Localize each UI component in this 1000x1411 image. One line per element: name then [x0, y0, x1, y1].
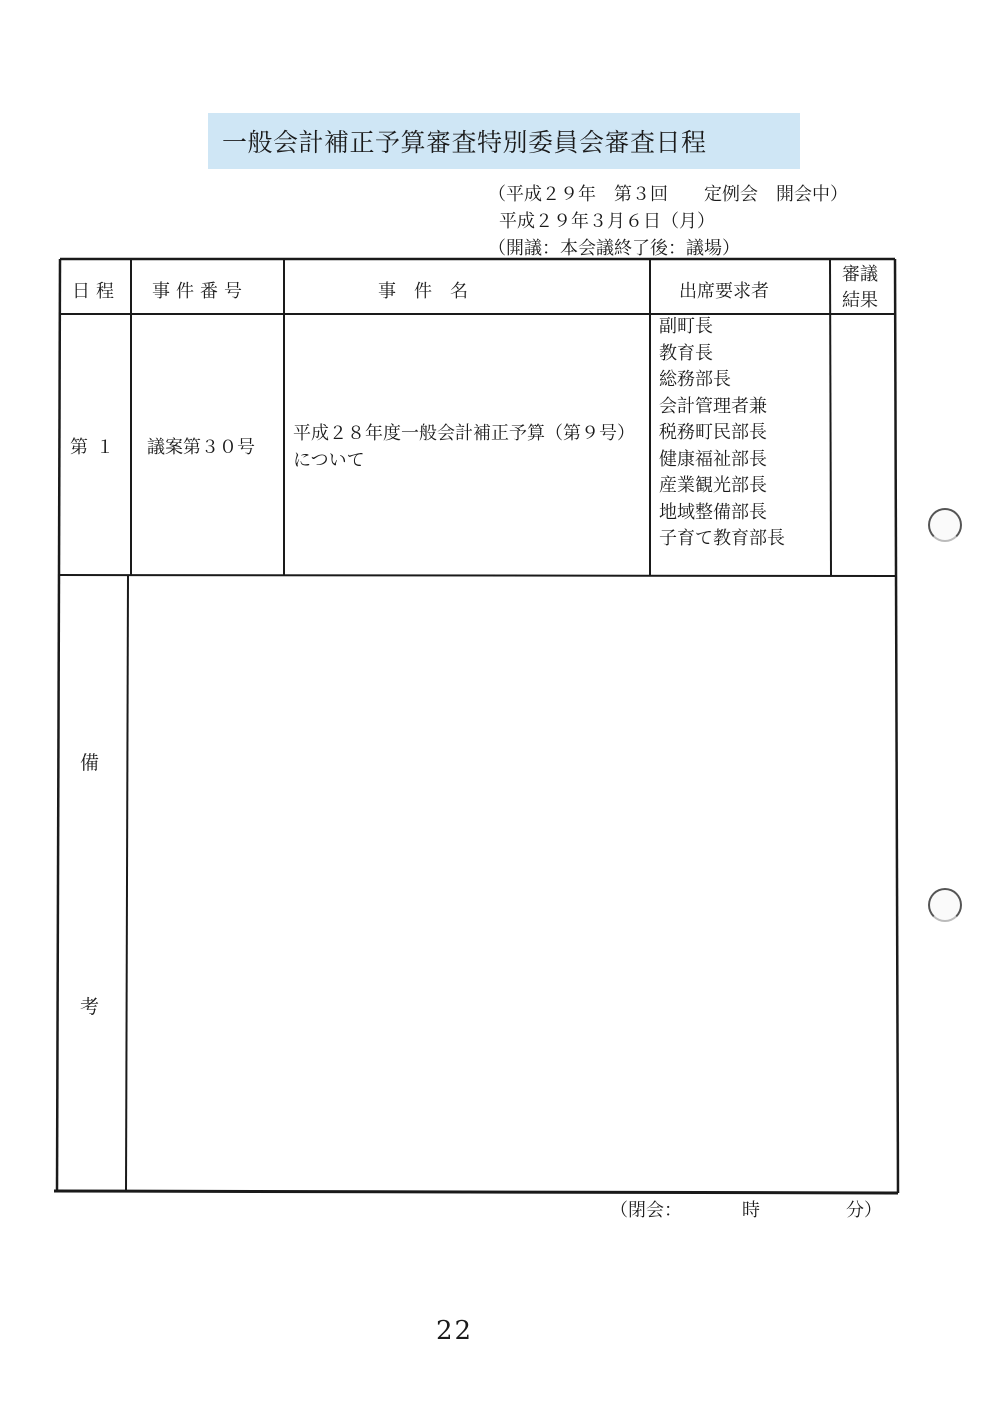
- punch-hole-icon: [928, 888, 962, 922]
- header-attendees: 出席要求者: [679, 281, 769, 302]
- closing-hour-unit: 時: [742, 1200, 760, 1221]
- attendee-item: 会計管理者兼: [659, 395, 767, 417]
- closing-prefix: （閉会：: [610, 1200, 682, 1221]
- header-result: 審議結果: [842, 264, 878, 311]
- page-number: 22: [436, 1316, 474, 1346]
- attendee-item: 総務部長: [659, 369, 731, 390]
- remarks-label-bottom: 考: [80, 996, 100, 1018]
- document-title-box: [208, 113, 800, 169]
- attendee-item: 子育て教育部長: [659, 528, 785, 549]
- opening-info: （開議：本会議終了後：議場）: [488, 238, 740, 259]
- header-case-name: 事 件 名: [378, 281, 468, 302]
- row-date: 第１: [70, 437, 122, 458]
- header-date: 日程: [72, 281, 120, 302]
- header-case-number: 事件番号: [152, 281, 248, 302]
- closing-minute-unit: 分）: [846, 1200, 882, 1221]
- attendee-item: 副町長: [659, 316, 713, 337]
- meeting-date: 平成２９年３月６日（月）: [499, 211, 715, 232]
- attendee-item: 産業観光部長: [659, 475, 767, 496]
- row-case-number: 議案第３０号: [147, 437, 255, 458]
- document-title: 一般会計補正予算審査特別委員会審査日程: [222, 128, 707, 157]
- attendee-item: 教育長: [659, 342, 713, 364]
- row-case-name: 平成２８年度一般会計補正予算（第９号）について: [293, 423, 635, 471]
- attendee-item: 健康福祉部長: [659, 448, 767, 470]
- attendee-item: 地域整備部長: [659, 501, 767, 523]
- attendee-item: 税務町民部長: [659, 422, 767, 443]
- remarks-label-top: 備: [80, 752, 100, 774]
- row-attendees-list: [659, 314, 785, 553]
- session-info: （平成２９年 第３回 定例会 開会中）: [488, 184, 848, 205]
- punch-hole-icon: [928, 508, 962, 542]
